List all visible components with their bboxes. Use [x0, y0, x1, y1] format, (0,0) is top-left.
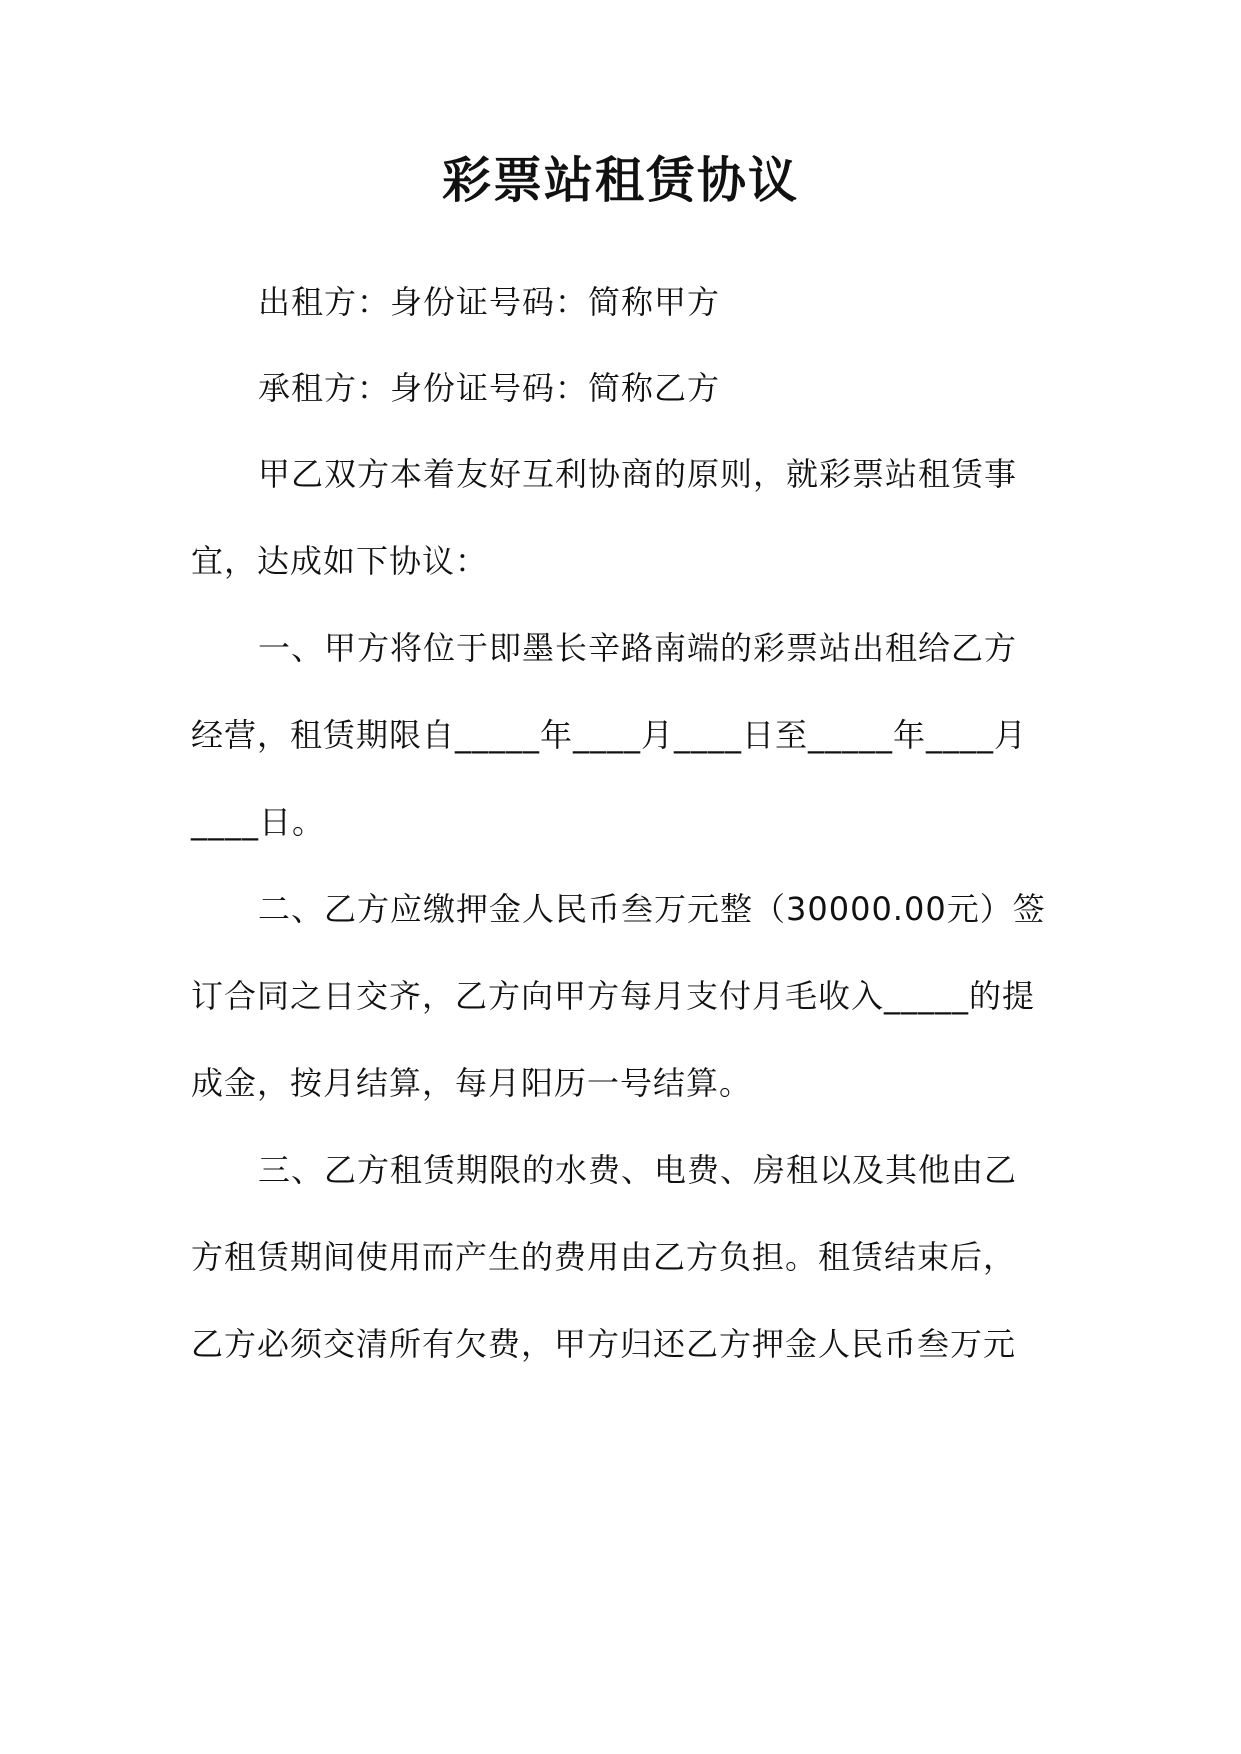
- clause-1-line-3: ____日。: [191, 803, 326, 841]
- clause-1-line-1: 一、甲方将位于即墨长辛路南端的彩票站出租给乙方: [258, 629, 1018, 667]
- lessee-line: 承租方：身份证号码：简称乙方: [258, 369, 721, 407]
- clause-3-line-1: 三、乙方租赁期限的水费、电费、房租以及其他由乙: [258, 1151, 1018, 1189]
- clause-2-line-3: 成金，按月结算，每月阳历一号结算。: [191, 1064, 753, 1102]
- clause-3-line-3: 乙方必须交清所有欠费，甲方归还乙方押金人民币叁万元: [191, 1325, 1017, 1363]
- clause-3-line-2: 方租赁期间使用而产生的费用由乙方负担。租赁结束后，: [191, 1238, 1017, 1276]
- preamble-line-2: 宜，达成如下协议：: [191, 542, 489, 580]
- document-title: 彩票站租赁协议: [441, 151, 799, 209]
- preamble-line-1: 甲乙双方本着友好互利协商的原则，就彩票站租赁事: [258, 455, 1018, 493]
- clause-2-line-1: 二、乙方应缴押金人民币叁万元整（30000.00元）签: [258, 890, 1046, 928]
- lessor-line: 出租方：身份证号码：简称甲方: [258, 283, 721, 321]
- clause-1-line-2: 经营，租赁期限自_____年____月____日至_____年____月: [191, 716, 1028, 754]
- clause-2-line-2: 订合同之日交齐，乙方向甲方每月支付月毛收入_____的提: [191, 977, 1036, 1015]
